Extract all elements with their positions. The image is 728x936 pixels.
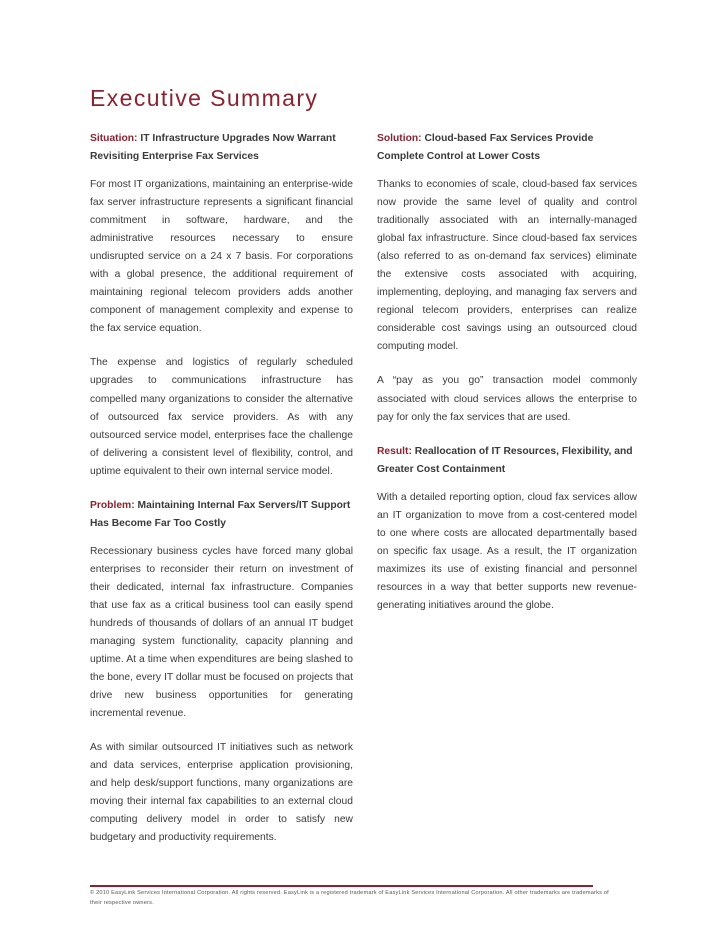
result-label: Result: [377,445,412,457]
result-heading [377,443,637,479]
problem-paragraph-1: Recessionary business cycles have forced many global enterprises to reconsider their return on investment of their dedicated, internal fax infrastructure. Companies that use fax as a critical business tool can easily spend hundreds of thousands of dollars of an annual IT budget managing system functionality, capacity planning and uptime. At a time when expenditures are being slashed to the bone, every IT dollar must be focused on projects that drive new business opportunities for generating incremental revenue. [90,545,353,720]
left-column [90,130,353,864]
solution-heading-text: Cloud-based Fax Services Provide Complete Control at Lower Costs [377,133,594,162]
situation-heading [90,130,353,166]
problem-paragraph-2: As with similar outsourced IT initiatives such as network and data services, enterprise application provisioning, and help desk/support functions, many organizations are moving their internal fax capabilities to an external cloud computing delivery model in order to satisfy new budgetary and productivity requirements. [90,742,353,844]
situation-paragraph-2: The expense and logistics of regularly scheduled upgrades to communications infrastructure has compelled many organizations to consider the alternative of outsourced fax service providers. As with any outsourced service model, enterprises face the challenge of delivering a consistent level of flexibility, control, and uptime equivalent to their own internal service model. [90,357,353,477]
footer-divider [90,885,593,887]
solution-paragraph-2: A “pay as you go” transaction model commonly associated with cloud services allows the enterprise to pay for only the fax services that are used. [377,375,637,423]
result-heading-text: Reallocation of IT Resources, Flexibility, and Greater Cost Containment [377,445,633,475]
solution-label: Solution: [377,133,422,144]
solution-paragraph-1: Thanks to economies of scale, cloud-based fax services now provide the same level of quality and control traditionally associated with an internally-managed global fax infrastructure. Since cloud-based fax services (also referred to as on-demand fax services) eliminate the extensive costs associated with acquiring, implementing, deploying, and managing fax servers and regional telecom providers, enterprises can realize considerable cost savings using an outsourced cloud computing model. [377,179,637,353]
situation-heading-text: IT Infrastructure Upgrades Now Warrant Revisiting Enterprise Fax Services [90,133,336,162]
problem-label: Problem: [90,499,135,511]
situation-paragraph-1: For most IT organizations, maintaining an enterprise-wide fax server infrastructure represents a significant financial commitment in software, hardware, and the administrative resources necessary to ensure undisrupted service on a 24 x 7 basis. For corporations with a global presence, the additional requirement of maintaining regional telecom providers adds another component of management complexity and expense to the fax service equation. [90,179,353,335]
page-title: Executive Summary [90,85,319,112]
problem-heading [90,497,353,533]
situation-label: Situation: [90,133,138,144]
solution-heading [377,130,637,166]
copyright-footer: © 2010 EasyLink Services International Corporation. All rights reserved. EasyLink is a registered trademark of EasyLink Services International Corporation. All other trademarks are trademarks of their respective owners. [90,890,609,906]
right-column [377,130,637,631]
result-paragraph-1: With a detailed reporting option, cloud fax services allow an IT organization to move from a cost-centered model to one where costs are allocated departmentally based on specific fax usage. As a result, the IT organization maximizes its use of existing financial and personnel resources in a way that better supports new revenue-generating initiatives around the globe. [377,491,637,611]
problem-heading-text: Maintaining Internal Fax Servers/IT Support Has Become Far Too Costly [90,499,351,529]
